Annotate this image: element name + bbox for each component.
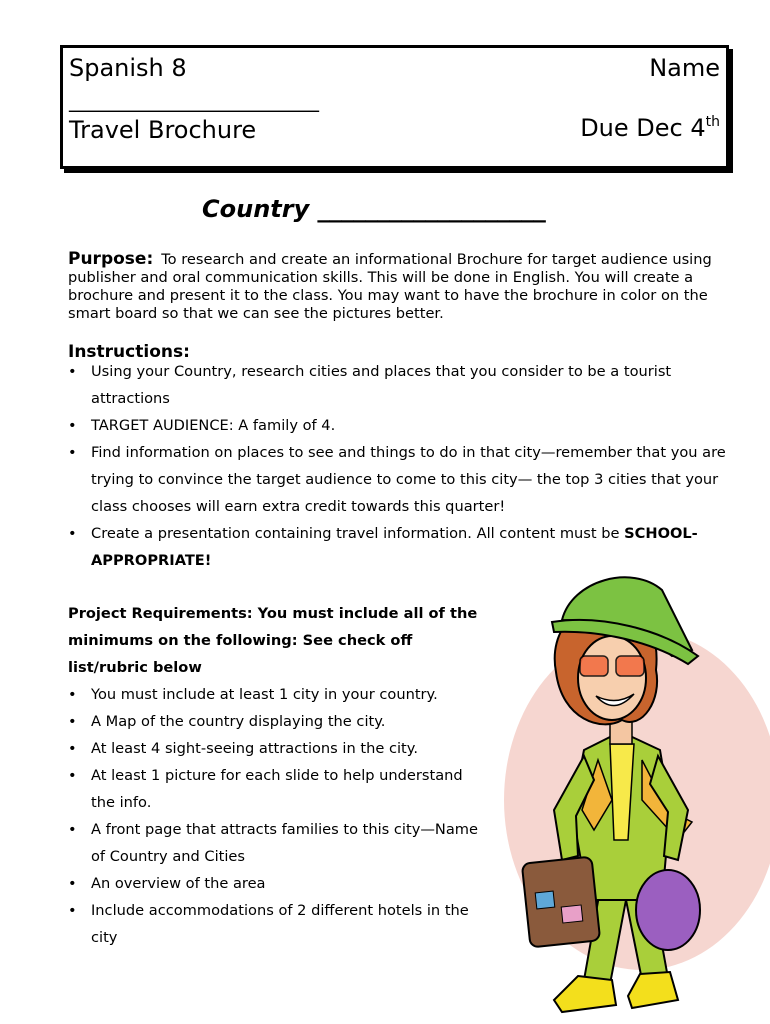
bullet-icon: • (68, 417, 77, 434)
list-item: • Find information on places to see and things to do in that city—remember that you are trying to convince the target audience to come to this city— the top 3 cities that your class chooses will earn extra credit towards this quarter! (68, 439, 728, 520)
suitcase-icon (522, 857, 600, 948)
suitcase-sticker (561, 905, 583, 923)
list-item: • At least 1 picture for each slide to help understand the info. (68, 762, 488, 816)
name-label: Name (649, 54, 720, 82)
list-item: • Using your Country, research cities and places that you consider to be a tourist attractions (68, 358, 728, 412)
due-date (580, 114, 720, 142)
bullet-icon: • (68, 363, 77, 380)
country-line: Country ___________________ (202, 195, 546, 223)
list-item: • Include accommodations of 2 different hotels in the city (68, 897, 488, 951)
face (578, 636, 646, 720)
list-item: • Create a presentation containing travel information. All content must be SCHOOL-APPROPRIATE! (68, 520, 728, 574)
list-item: • At least 4 sight-seeing attractions in the city. (68, 735, 488, 762)
purpose-paragraph (68, 250, 728, 323)
subject-label: Spanish 8 (69, 54, 187, 82)
due-date-text: Due Dec 4 (580, 114, 706, 142)
list-item: • A Map of the country displaying the city. (68, 708, 488, 735)
bullet-icon: • (68, 902, 77, 919)
bullet-icon: • (68, 686, 77, 703)
list-item: • An overview of the area (68, 870, 488, 897)
header-box (60, 45, 729, 169)
document-title: Travel Brochure (69, 116, 257, 144)
bullet-icon: • (68, 444, 77, 461)
list-item: • A front page that attracts families to this city—Name of Country and Cities (68, 816, 488, 870)
glasses-icon (580, 656, 608, 676)
hatbox-icon (636, 870, 700, 950)
school-appropriate-emphasis: SCHOOL-APPROPRIATE! (91, 525, 698, 569)
instructions-list (68, 358, 728, 574)
bullet-icon: • (68, 713, 77, 730)
bullet-icon: • (68, 821, 77, 838)
bullet-icon: • (68, 740, 77, 757)
tourist-woman-clipart (492, 560, 770, 1024)
requirements-heading: Project Requirements: You must include all of the minimums on the following: See check off list/rubric below (68, 605, 478, 676)
purpose-label: Purpose: (68, 249, 154, 269)
left-boot-icon (554, 976, 616, 1012)
instructions-heading: Instructions: (68, 342, 190, 362)
bullet-icon: • (68, 525, 77, 542)
name-blank-line: _________________________ (69, 88, 319, 112)
purpose-text: To research and create an informational Brochure for target audience using publisher and oral communication skills. This will be done in English. You will create a brochure and present it to the class. You may want to have the brochure in color on the smart board so that we can see the pictures better. (68, 251, 712, 322)
right-boot-icon (628, 972, 678, 1008)
suitcase-sticker (535, 891, 555, 909)
list-item: • You must include at least 1 city in your country. (68, 681, 488, 708)
bullet-icon: • (68, 767, 77, 784)
requirements-list (68, 681, 488, 951)
list-item: • TARGET AUDIENCE: A family of 4. (68, 412, 728, 439)
bullet-icon: • (68, 875, 77, 892)
glasses-icon (616, 656, 644, 676)
due-date-suffix: th (705, 114, 720, 130)
